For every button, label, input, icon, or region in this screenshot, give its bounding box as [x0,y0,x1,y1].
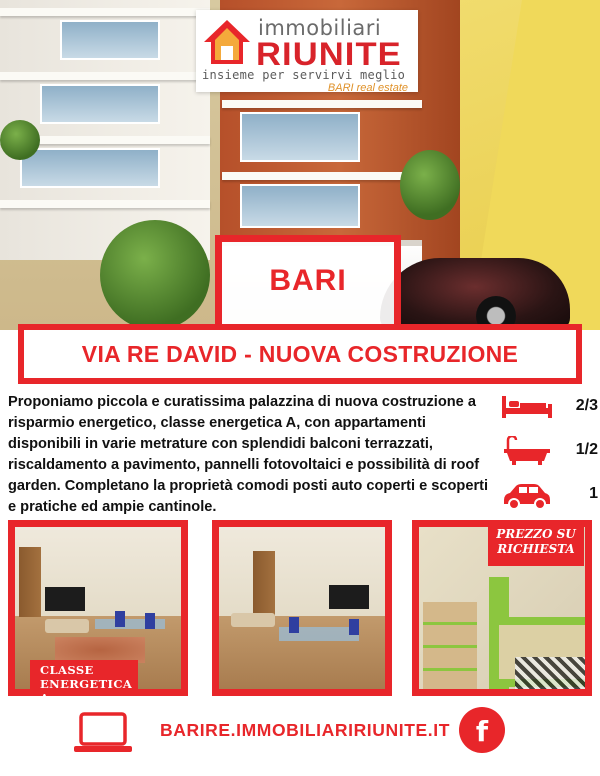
price-badge [488,522,584,566]
room-chair [115,611,125,627]
city-label: BARI [269,264,347,297]
room-chair [289,617,299,633]
logo-tagline: insieme per servirvi meglio [202,68,406,82]
facebook-button[interactable] [459,707,505,753]
facebook-icon: f [475,714,489,748]
shrub [400,150,460,220]
room-tv [45,587,85,611]
listing-description: Proponiamo piccola e curatissima palazzina di nuova costruzione a risparmio energetico, classe energetica A, con appartamenti disponibili in varie metrature con splendidi balconi terrazzati, riscaldamento a pavimento, pannelli fotovoltaici e possibilità di roof garden. Completano la proprietà comodi posti auto coperti e scoperti e pratiche ed ampie cantinole. [8,394,489,515]
feature-bathrooms [500,436,600,466]
room-door [253,551,275,621]
photo-dining-room [212,520,392,696]
price-badge-line2: RICHIESTA [497,542,575,556]
room-door [19,547,41,617]
listing-title-frame [18,324,582,384]
city-frame [215,235,401,335]
room-sofa [45,619,89,633]
window [40,84,160,124]
room-tv [329,585,369,609]
bathrooms-value: 1/2 [575,441,598,458]
energy-badge-line1: CLASSE [40,663,94,677]
room-sofa [231,613,275,627]
rug [515,657,592,696]
dining-room-render [219,527,385,689]
balcony-slab [0,72,210,80]
car-render [380,258,570,330]
feature-bedrooms [500,392,600,422]
logo-text-immobiliari: immobiliari [258,16,382,40]
bunk-stairs [423,602,477,692]
feature-parking [500,480,600,510]
balcony-slab [222,100,422,108]
bedrooms-value: 2/3 [575,397,598,414]
window [20,148,160,188]
house-logo-icon [202,18,252,66]
window [240,184,360,228]
energy-badge-line2: ENERGETICA A [40,677,133,705]
room-chair [349,619,359,635]
bed-icon [500,392,554,422]
listing-title: VIA RE DAVID - NUOVA COSTRUZIONE [81,340,519,367]
balcony-slab [0,8,210,16]
price-badge-line1: PREZZO SU [496,527,576,541]
logo-subtitle: BARI real estate [327,82,408,94]
balcony-slab [222,172,422,180]
website-link[interactable]: BARIRE.IMMOBILIARIRIUNITE.IT [160,720,450,740]
logo-text-riunite: RIUNITE [256,36,402,72]
balcony-slab [0,200,210,208]
company-logo [196,10,418,92]
window [60,20,160,60]
energy-class-badge [30,660,138,705]
laptop-icon [72,712,134,754]
bathtub-icon [500,436,554,466]
parking-value: 1 [589,485,598,502]
shrub [0,120,40,160]
room-chair [145,613,155,629]
car-icon [500,480,554,510]
tree [100,220,210,330]
window [240,112,360,162]
